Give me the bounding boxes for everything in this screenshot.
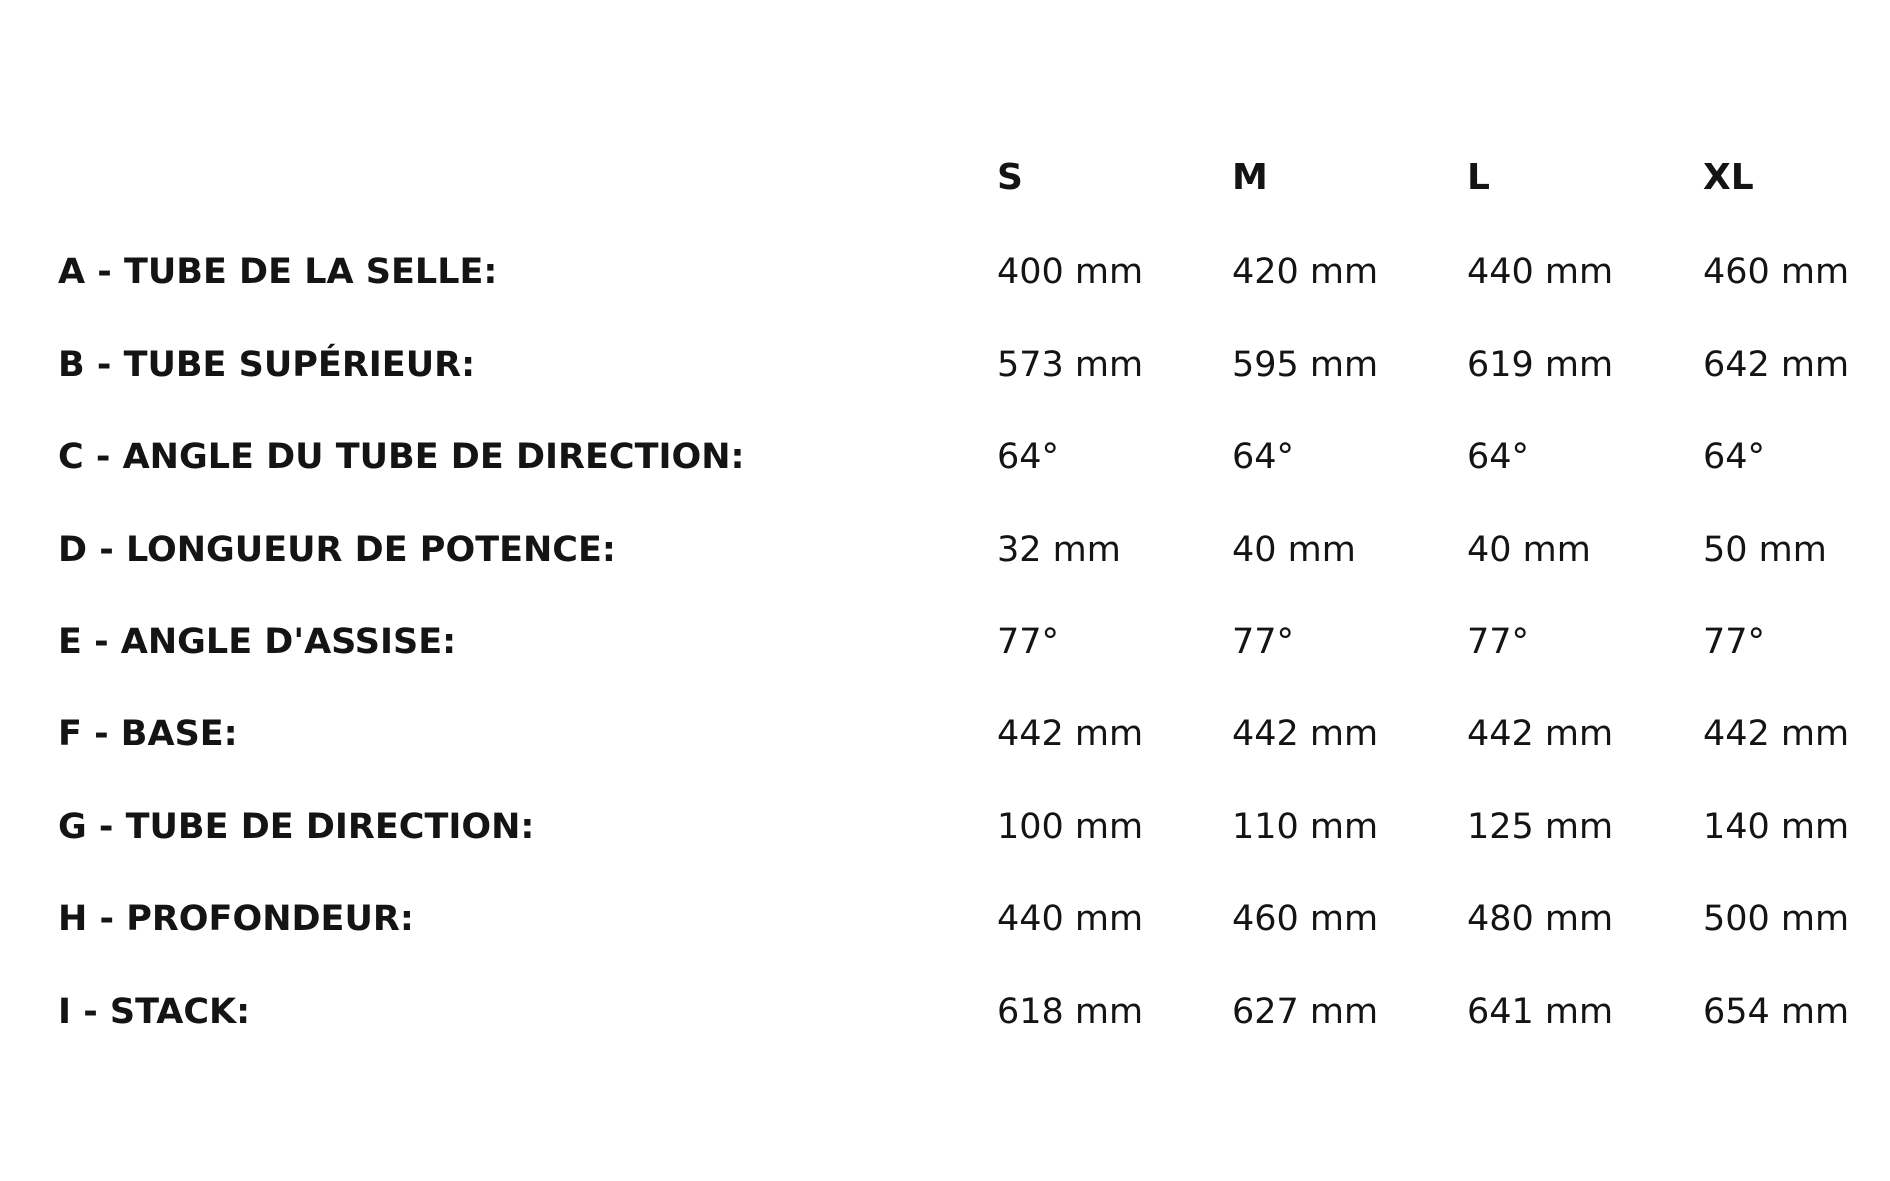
value-s: 618 mm	[997, 992, 1144, 1032]
row-label: C - ANGLE DU TUBE DE DIRECTION:	[58, 437, 745, 477]
size-header-m: M	[1232, 157, 1268, 198]
table-row	[0, 889, 1890, 949]
value-xl: 77°	[1703, 622, 1766, 662]
value-m: 64°	[1232, 437, 1295, 477]
row-label: I - STACK:	[58, 992, 251, 1032]
value-m: 420 mm	[1232, 252, 1379, 292]
value-s: 32 mm	[997, 530, 1121, 570]
value-m: 442 mm	[1232, 714, 1379, 754]
value-l: 440 mm	[1467, 252, 1614, 292]
value-xl: 460 mm	[1703, 252, 1850, 292]
value-m: 77°	[1232, 622, 1295, 662]
value-l: 442 mm	[1467, 714, 1614, 754]
row-label: E - ANGLE D'ASSISE:	[58, 622, 457, 662]
row-label: G - TUBE DE DIRECTION:	[58, 807, 535, 847]
value-m: 40 mm	[1232, 530, 1356, 570]
table-row	[0, 982, 1890, 1042]
row-label: D - LONGUEUR DE POTENCE:	[58, 530, 616, 570]
table-row	[0, 335, 1890, 395]
value-l: 480 mm	[1467, 899, 1614, 939]
table-row	[0, 242, 1890, 302]
value-s: 77°	[997, 622, 1060, 662]
table-row	[0, 704, 1890, 764]
value-xl: 442 mm	[1703, 714, 1850, 754]
value-l: 641 mm	[1467, 992, 1614, 1032]
table-row	[0, 520, 1890, 580]
value-s: 64°	[997, 437, 1060, 477]
size-header-l: L	[1467, 157, 1490, 198]
value-xl: 50 mm	[1703, 530, 1827, 570]
value-s: 442 mm	[997, 714, 1144, 754]
value-l: 64°	[1467, 437, 1530, 477]
value-l: 77°	[1467, 622, 1530, 662]
value-l: 40 mm	[1467, 530, 1591, 570]
table-row	[0, 797, 1890, 857]
value-s: 573 mm	[997, 345, 1144, 385]
row-label: H - PROFONDEUR:	[58, 899, 414, 939]
value-xl: 64°	[1703, 437, 1766, 477]
row-label: A - TUBE DE LA SELLE:	[58, 252, 498, 292]
value-m: 110 mm	[1232, 807, 1379, 847]
table-row	[0, 612, 1890, 672]
row-label: F - BASE:	[58, 714, 238, 754]
value-l: 125 mm	[1467, 807, 1614, 847]
value-m: 627 mm	[1232, 992, 1379, 1032]
value-s: 440 mm	[997, 899, 1144, 939]
value-xl: 140 mm	[1703, 807, 1850, 847]
value-m: 595 mm	[1232, 345, 1379, 385]
size-header-row	[0, 148, 1890, 208]
value-s: 100 mm	[997, 807, 1144, 847]
size-header-s: S	[997, 157, 1023, 198]
value-xl: 642 mm	[1703, 345, 1850, 385]
value-xl: 500 mm	[1703, 899, 1850, 939]
table-row	[0, 427, 1890, 487]
value-s: 400 mm	[997, 252, 1144, 292]
value-l: 619 mm	[1467, 345, 1614, 385]
value-m: 460 mm	[1232, 899, 1379, 939]
value-xl: 654 mm	[1703, 992, 1850, 1032]
size-header-xl: XL	[1703, 157, 1754, 198]
row-label: B - TUBE SUPÉRIEUR:	[58, 345, 476, 385]
